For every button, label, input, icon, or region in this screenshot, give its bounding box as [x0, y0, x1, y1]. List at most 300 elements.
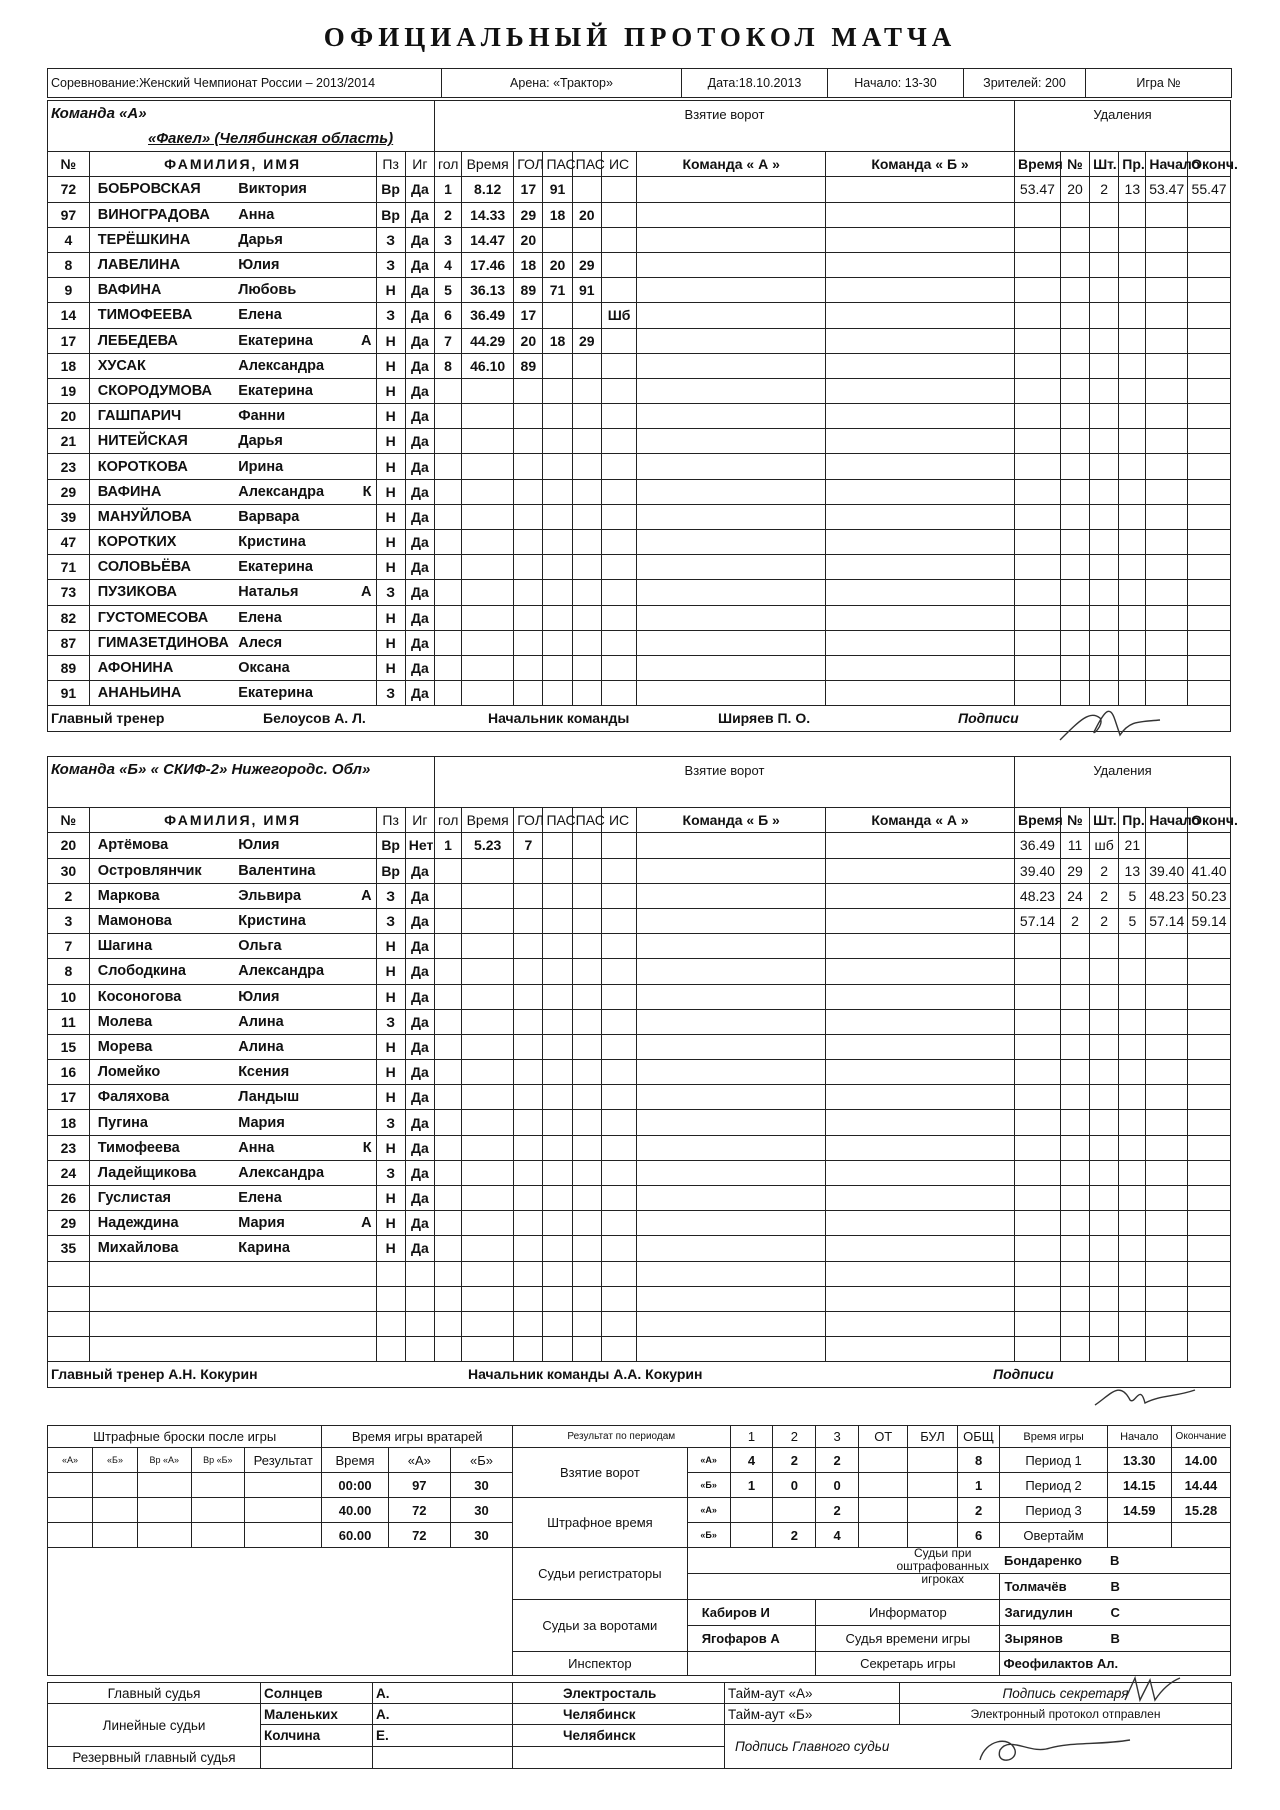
player-position: Н [376, 278, 405, 303]
player-played: Да [405, 378, 434, 403]
penalty-reason: 5 [1119, 883, 1146, 908]
gk-col-a: «А» [388, 1448, 450, 1473]
player-role: А [361, 584, 372, 601]
penalty-fine [1090, 454, 1119, 479]
goal-is [601, 404, 636, 429]
player-position: Н [376, 555, 405, 580]
player-first-name: Екатерина [238, 332, 313, 349]
penalty-fine [1090, 1110, 1119, 1135]
goal-time [462, 984, 514, 1009]
player-first-name-cell [235, 605, 376, 630]
player-played: Да [405, 227, 434, 252]
penalty-start [1146, 1211, 1188, 1236]
goal-time: 5.23 [462, 833, 514, 858]
player-last-name: ЛАВЕЛИНА [89, 252, 235, 277]
goal-pas2 [572, 1337, 601, 1362]
penalty-judges-label: Судьи при оштрафованных игроках [896, 1546, 989, 1586]
penalty-num [1060, 504, 1089, 529]
goal-team-2-cell [826, 833, 1015, 858]
player-played: Да [405, 655, 434, 680]
player-first-name-cell [235, 858, 376, 883]
player-row [48, 1110, 1231, 1135]
goal-pas2 [572, 1211, 601, 1236]
penalty-end [1188, 655, 1231, 680]
col-is: ИС [601, 808, 636, 833]
goal-is [601, 655, 636, 680]
goal-team-2-cell [826, 1186, 1015, 1211]
player-position: Н [376, 378, 405, 403]
goal-is [601, 630, 636, 655]
goal-n [434, 479, 461, 504]
player-row [48, 454, 1231, 479]
penalty-time [1014, 202, 1060, 227]
goal-n: 4 [434, 252, 461, 277]
player-first-name-cell [235, 1110, 376, 1135]
goal-time [462, 1311, 514, 1336]
player-row [48, 908, 1231, 933]
player-first-name-cell [235, 454, 376, 479]
player-played: Да [405, 1236, 434, 1261]
player-number: 29 [48, 479, 90, 504]
timekeeper-label: Судья времени игры [816, 1626, 1000, 1652]
penalty-start [1146, 984, 1188, 1009]
penalty-num: 24 [1060, 883, 1089, 908]
player-last-name: ГАШПАРИЧ [89, 404, 235, 429]
goal-pas1: 18 [543, 202, 572, 227]
goal-n: 7 [434, 328, 461, 353]
penalty-time [1014, 454, 1060, 479]
penalty-start [1146, 404, 1188, 429]
player-first-name: Кристина [238, 913, 306, 930]
penalty-fine [1090, 504, 1119, 529]
player-first-name: Фанни [238, 408, 286, 425]
goal-is [601, 1236, 636, 1261]
penalty-time [1014, 1009, 1060, 1034]
player-position: З [376, 303, 405, 328]
player-first-name: Александра [238, 357, 325, 374]
linesman-1-city: Челябинск [513, 1704, 725, 1725]
pim-b-so [908, 1523, 957, 1548]
penalty-reason [1119, 227, 1146, 252]
goal-pas1 [543, 454, 572, 479]
pim-a-so [908, 1498, 957, 1523]
player-played: Да [405, 1060, 434, 1085]
penalties-header: Удаления [1014, 101, 1230, 152]
player-last-name: Косоногова [89, 984, 235, 1009]
pim-a-p2 [773, 1498, 816, 1523]
penalty-num [1060, 1085, 1089, 1110]
player-position: Вр [376, 833, 405, 858]
game-number-field: Игра № [1086, 69, 1232, 98]
player-last-name: АНАНЬИНА [89, 681, 235, 706]
goal-team-1-cell [637, 479, 826, 504]
team-b-label: Команда «Б» « СКИФ-2» Нижегородс. Обл» [48, 757, 435, 783]
penalty-reason [1119, 984, 1146, 1009]
goal-team-1-cell [637, 1160, 826, 1185]
player-first-name-cell [235, 252, 376, 277]
goal-team-2-cell [826, 984, 1015, 1009]
col-team-b: Команда « Б » [826, 152, 1015, 177]
goal-n [434, 555, 461, 580]
goal-pas2 [572, 479, 601, 504]
col-team-a: Команда « А » [637, 152, 826, 177]
player-first-name-cell [235, 1160, 376, 1185]
penalty-start [1146, 1286, 1188, 1311]
penalty-fine [1090, 227, 1119, 252]
goal-gol [514, 580, 543, 605]
goal-pas2: 29 [572, 252, 601, 277]
penalty-end [1188, 479, 1231, 504]
goal-pas2 [572, 530, 601, 555]
goal-time [462, 1110, 514, 1135]
goal-gol [514, 1286, 543, 1311]
goal-team-1-cell [637, 681, 826, 706]
goal-n [434, 681, 461, 706]
penalty-start [1146, 202, 1188, 227]
gk-row-2-a: 72 [388, 1498, 450, 1523]
goal-is [601, 1337, 636, 1362]
goal-n [434, 1085, 461, 1110]
goal-team-1-cell [637, 1337, 826, 1362]
player-played [405, 1261, 434, 1286]
goal-team-2-cell [826, 1110, 1015, 1135]
penalty-time [1014, 1060, 1060, 1085]
goal-is [601, 353, 636, 378]
player-first-name-cell [235, 655, 376, 680]
player-position: Н [376, 328, 405, 353]
penalty-num [1060, 454, 1089, 479]
penalty-end [1188, 429, 1231, 454]
penalty-time [1014, 1034, 1060, 1059]
player-last-name: Фаляхова [89, 1085, 235, 1110]
player-played: Да [405, 530, 434, 555]
goal-n [434, 605, 461, 630]
goal-n [434, 1110, 461, 1135]
goal-team-1-cell [637, 1034, 826, 1059]
player-played: Да [405, 934, 434, 959]
penalty-start [1146, 1186, 1188, 1211]
player-position: Н [376, 404, 405, 429]
document-title: ОФИЦИАЛЬНЫЙ ПРОТОКОЛ МАТЧА [323, 22, 957, 52]
player-first-name: Мария [238, 1215, 285, 1232]
goal-pas1 [543, 530, 572, 555]
penalty-end [1188, 555, 1231, 580]
goal-time [462, 934, 514, 959]
player-position: З [376, 227, 405, 252]
goal-pas1 [543, 908, 572, 933]
team-a-signatures-label: Подписи [958, 710, 1019, 727]
goal-team-1-cell [637, 378, 826, 403]
goal-pas1 [543, 605, 572, 630]
player-first-name-cell [235, 883, 376, 908]
player-position: З [376, 908, 405, 933]
goal-team-2-cell [826, 1261, 1015, 1286]
penalty-reason [1119, 1135, 1146, 1160]
player-number: 89 [48, 655, 90, 680]
penalty-reason: 5 [1119, 908, 1146, 933]
player-position: Н [376, 1236, 405, 1261]
goal-gol [514, 1009, 543, 1034]
goal-gol [514, 858, 543, 883]
goal-is [601, 177, 636, 202]
penalty-num [1060, 630, 1089, 655]
penalty-reason [1119, 655, 1146, 680]
penalty-end [1188, 630, 1231, 655]
col-position: Пз [376, 808, 405, 833]
col-pen-reason: Пр. [1119, 152, 1146, 177]
team-b-chief: Начальник команды А.А. Кокурин [468, 1366, 703, 1383]
goal-n [434, 504, 461, 529]
gk-col-time: Время [322, 1448, 388, 1473]
penalty-reason [1119, 1160, 1146, 1185]
penalty-start [1146, 530, 1188, 555]
goal-team-2-cell [826, 959, 1015, 984]
player-position [376, 1261, 405, 1286]
penalty-num [1060, 934, 1089, 959]
goal-team-1-cell [637, 404, 826, 429]
goal-team-1-cell [637, 605, 826, 630]
player-played: Да [405, 1009, 434, 1034]
penalty-reason [1119, 1034, 1146, 1059]
goal-gol: 29 [514, 202, 543, 227]
player-first-name-cell [235, 353, 376, 378]
penalty-end: 55.47 [1188, 177, 1231, 202]
penalty-end [1188, 530, 1231, 555]
penalty-fine [1090, 1160, 1119, 1185]
player-position: З [376, 681, 405, 706]
penalty-time [1014, 580, 1060, 605]
player-first-name-cell [235, 580, 376, 605]
goal-team-2-cell [826, 278, 1015, 303]
penalty-num [1060, 1060, 1089, 1085]
goal-is [601, 908, 636, 933]
player-row [48, 1261, 1231, 1286]
penalty-end [1188, 934, 1231, 959]
goal-gol: 18 [514, 252, 543, 277]
secretary: Феофилактов Ал. [1000, 1652, 1231, 1676]
player-position: Н [376, 630, 405, 655]
penalty-num: 2 [1060, 908, 1089, 933]
penalty-time [1014, 655, 1060, 680]
player-first-name: Виктория [238, 181, 307, 198]
player-first-name-cell [235, 227, 376, 252]
player-number: 91 [48, 681, 90, 706]
goal-pas2 [572, 303, 601, 328]
goal-is [601, 605, 636, 630]
period-1-end: 14.00 [1171, 1448, 1230, 1473]
goal-team-2-cell [826, 227, 1015, 252]
goal-pas1 [543, 1236, 572, 1261]
goal-pas1 [543, 555, 572, 580]
goal-team-2-cell [826, 934, 1015, 959]
penalty-reason [1119, 1311, 1146, 1336]
penalty-time [1014, 984, 1060, 1009]
penalty-reason [1119, 1085, 1146, 1110]
player-number: 4 [48, 227, 90, 252]
penalty-time [1014, 479, 1060, 504]
goal-n: 1 [434, 177, 461, 202]
player-position: З [376, 580, 405, 605]
signature-head-referee [970, 1720, 1140, 1780]
goal-pas2 [572, 1085, 601, 1110]
gk-row-1-b: 30 [450, 1473, 512, 1498]
player-number: 21 [48, 429, 90, 454]
penalty-time [1014, 429, 1060, 454]
player-row [48, 1085, 1231, 1110]
penalty-end [1188, 984, 1231, 1009]
penalty-judge-1-category: В [1109, 1553, 1120, 1568]
goals-a-ot [859, 1448, 908, 1473]
player-played: Да [405, 681, 434, 706]
penalty-fine [1090, 378, 1119, 403]
goal-is [601, 555, 636, 580]
team-a-section [47, 100, 1238, 732]
penalty-reason: 21 [1119, 833, 1146, 858]
player-played: Да [405, 504, 434, 529]
player-number: 8 [48, 959, 90, 984]
goal-n [434, 1160, 461, 1185]
penalty-num [1060, 202, 1089, 227]
penalty-end [1188, 1186, 1231, 1211]
goal-team-1-cell [637, 278, 826, 303]
player-position: Н [376, 655, 405, 680]
player-first-name: Варвара [238, 508, 300, 525]
player-last-name: Артёмова [89, 833, 235, 858]
player-first-name-cell [235, 959, 376, 984]
goal-is [601, 883, 636, 908]
penalty-fine [1090, 1060, 1119, 1085]
player-last-name: ВИНОГРАДОВА [89, 202, 235, 227]
player-played: Да [405, 1085, 434, 1110]
player-first-name: Любовь [238, 282, 297, 299]
player-row [48, 984, 1231, 1009]
penalty-fine [1090, 1034, 1119, 1059]
player-first-name-cell [235, 1261, 376, 1286]
penalty-reason [1119, 959, 1146, 984]
goal-team-1-cell [637, 1085, 826, 1110]
player-first-name-cell [235, 479, 376, 504]
player-last-name: КОРОТКИХ [89, 530, 235, 555]
goal-time [462, 605, 514, 630]
player-played [405, 1337, 434, 1362]
period-2-end: 14.44 [1171, 1473, 1230, 1498]
goal-n [434, 1186, 461, 1211]
player-first-name-cell [235, 630, 376, 655]
player-first-name: Елена [238, 609, 282, 626]
player-played: Да [405, 908, 434, 933]
penalty-reason [1119, 605, 1146, 630]
goal-time [462, 504, 514, 529]
penalty-time [1014, 530, 1060, 555]
goals-b-so [908, 1473, 957, 1498]
shootout-col-a: «А» [48, 1448, 93, 1473]
penalty-fine [1090, 605, 1119, 630]
goal-time [462, 479, 514, 504]
col-played: Иг [405, 808, 434, 833]
goal-team-1-cell [637, 1286, 826, 1311]
player-position: Н [376, 605, 405, 630]
player-first-name: Дарья [238, 231, 283, 248]
goal-is [601, 454, 636, 479]
goal-n [434, 1286, 461, 1311]
penalty-end [1188, 1110, 1231, 1135]
penalty-num [1060, 479, 1089, 504]
goal-gol [514, 934, 543, 959]
goal-pas2 [572, 580, 601, 605]
penalty-start [1146, 504, 1188, 529]
player-first-name-cell [235, 429, 376, 454]
goal-team-1-cell [637, 555, 826, 580]
player-first-name: Алина [238, 1013, 284, 1030]
player-last-name: Ладейщикова [89, 1160, 235, 1185]
timeout-a: Тайм-аут «А» [725, 1683, 900, 1704]
goal-pas1 [543, 1186, 572, 1211]
goal-team-1-cell [637, 1110, 826, 1135]
penalty-num [1060, 1261, 1089, 1286]
goal-time: 8.12 [462, 177, 514, 202]
gk-row-2-time: 40.00 [322, 1498, 388, 1523]
goal-pas1 [543, 1160, 572, 1185]
goal-time: 46.10 [462, 353, 514, 378]
player-position: Н [376, 1186, 405, 1211]
goals-a-p1: 4 [730, 1448, 773, 1473]
goal-pas2 [572, 429, 601, 454]
timekeeper-category: В [1110, 1631, 1120, 1646]
col-pen-time: Время [1014, 152, 1060, 177]
player-number: 2 [48, 883, 90, 908]
penalty-start [1146, 1110, 1188, 1135]
penalty-fine [1090, 252, 1119, 277]
penalty-end [1188, 353, 1231, 378]
penalty-time [1014, 353, 1060, 378]
penalty-end: 59.14 [1188, 908, 1231, 933]
player-played: Да [405, 353, 434, 378]
player-last-name: ПУЗИКОВА [89, 580, 235, 605]
goal-time [462, 1186, 514, 1211]
goal-gol: 89 [514, 278, 543, 303]
goal-pas1 [543, 833, 572, 858]
period-col-shootout: БУЛ [908, 1426, 957, 1448]
goal-team-1-cell [637, 934, 826, 959]
penalty-num [1060, 353, 1089, 378]
penalty-fine [1090, 1186, 1119, 1211]
goal-team-2-cell [826, 328, 1015, 353]
penalty-reason [1119, 1186, 1146, 1211]
goal-gol [514, 378, 543, 403]
penalty-start [1146, 934, 1188, 959]
goal-team-1-cell [637, 202, 826, 227]
informer-label: Информатор [816, 1600, 1000, 1626]
player-number: 26 [48, 1186, 90, 1211]
goal-team-2-cell [826, 252, 1015, 277]
player-first-name: Эльвира [238, 887, 302, 904]
period-2-name: Период 2 [1000, 1473, 1107, 1498]
goal-gol [514, 959, 543, 984]
penalty-time [1014, 1261, 1060, 1286]
player-position: Н [376, 1085, 405, 1110]
goal-time [462, 530, 514, 555]
goal-pas2 [572, 858, 601, 883]
player-last-name [89, 1286, 235, 1311]
secretary-signature-label: Подпись секретаря [900, 1683, 1232, 1704]
penalty-num [1060, 959, 1089, 984]
goal-team-1-cell [637, 353, 826, 378]
col-pen-num: № [1060, 808, 1089, 833]
col-position: Пз [376, 152, 405, 177]
player-position: З [376, 252, 405, 277]
goal-gol [514, 1211, 543, 1236]
goal-gol [514, 1135, 543, 1160]
